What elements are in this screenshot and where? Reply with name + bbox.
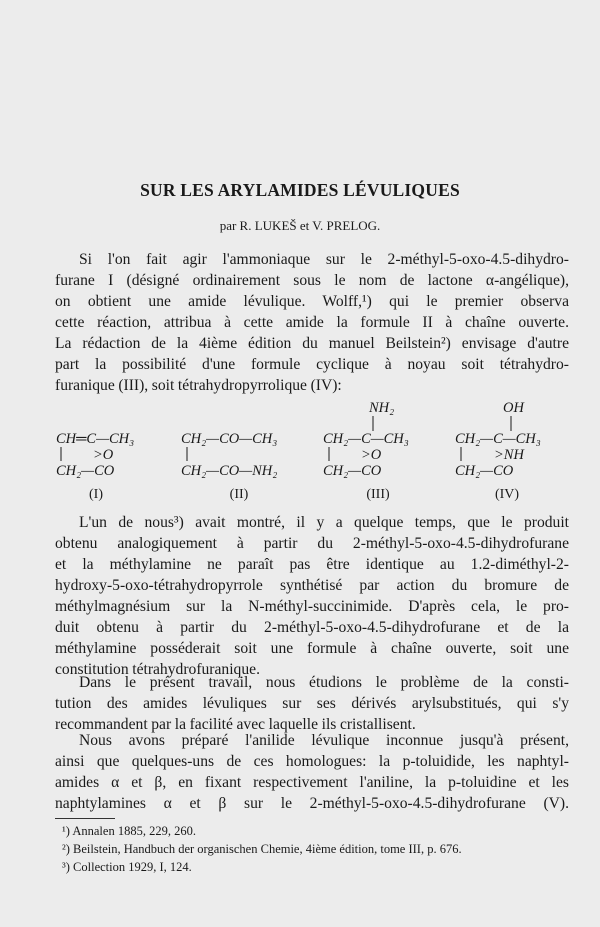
text-line: méthylmagnésium sur la N-méthyl-succinimide. D'après cela, le pro- — [55, 598, 569, 615]
text-line: Dans le présent travail, nous étudions le problème de la consti- — [79, 674, 569, 691]
text-line: amides α et β, en fixant respectivement l'aniline, la p-toluidine et les — [55, 774, 569, 791]
structural-formulas — [0, 400, 600, 510]
formula-text: CH₂—CO — [56, 463, 115, 479]
paragraph-preparation — [55, 730, 569, 814]
formula-text: CH₂—CO—NH₂ — [181, 463, 278, 479]
text-line: La rédaction de la 4ième édition du manuel Beilstein²) envisage d'autre — [55, 335, 569, 352]
formula-text: >O — [93, 447, 114, 463]
formula-IV — [455, 400, 541, 502]
text-line: furane I (désigné ordinairement sous le nom de lactone α-angélique), — [55, 272, 569, 289]
formula-III — [323, 400, 409, 502]
text-line: hydroxy-5-oxo-tétrahydropyrrole synthétisé par action du bromure de — [55, 577, 569, 594]
formula-text: OH — [503, 400, 524, 416]
formula-text: CH═C—CH₃ — [56, 431, 135, 447]
footnote-divider — [55, 818, 115, 819]
text-line: obtenu analogiquement à partir du 2-méthyl-5-oxo-4.5-dihydrofurane — [55, 535, 569, 552]
formula-text: >O — [361, 447, 382, 463]
formula-text: CH₂—CO — [323, 463, 382, 479]
paragraph-previous-work — [55, 512, 569, 680]
formula-label: (III) — [366, 487, 390, 502]
paragraph-intro — [55, 249, 569, 396]
text-line: naphtylamines α et β sur le 2-méthyl-5-oxo-4.5-dihydrofurane (V). — [55, 795, 569, 812]
paper-title: SUR LES ARYLAMIDES LÉVULIQUES — [140, 180, 460, 200]
formula-label: (I) — [89, 487, 103, 502]
text-line: Si l'on fait agir l'ammoniaque sur le 2-méthyl-5-oxo-4.5-dihydro- — [79, 251, 569, 268]
formula-text: >NH — [494, 447, 524, 463]
text-line: duit obtenu à partir du 2-méthyl-5-oxo-4.5-dihydrofurane et de la — [55, 619, 569, 636]
text-line: on obtient une amide lévulique. Wolff,¹) qui le premier observa — [55, 293, 569, 310]
text-line: ainsi que quelques-uns de ces homologues: la p-toluidide, les naphtyl- — [55, 753, 569, 770]
text-line: part la possibilité d'une formule cyclique à noyau soit tétrahydro- — [55, 356, 569, 373]
formula-text: CH₂—C—CH₃ — [323, 431, 409, 447]
text-line: et la méthylamine ne paraît pas être identique au 1.2-diméthyl-2- — [55, 556, 569, 573]
text-line: tution des amides lévuliques sur ses dérivés arylsubstitués, qui s'y — [55, 695, 569, 712]
text-line: constitution tétrahydrofuranique. — [55, 661, 260, 678]
formula-I — [56, 431, 134, 502]
text-line: furanique (III), soit tétrahydropyrrolique (IV): — [55, 377, 342, 394]
formula-label: (II) — [229, 487, 249, 502]
text-line: L'un de nous³) avait montré, il y a quelque temps, que le produit — [79, 514, 569, 531]
formula-text: CH₂—C—CH₃ — [455, 431, 541, 447]
formula-text: CH₂—CO — [455, 463, 514, 479]
paragraph-present-work — [55, 672, 569, 735]
formula-text: CH₂—CO—CH₃ — [181, 431, 278, 447]
footnote-2: ²) Beilstein, Handbuch der organischen Chemie, 4ième édition, tome III, p. 676. — [62, 842, 462, 856]
formula-II — [181, 431, 277, 502]
footnote-1: ¹) Annalen 1885, 229, 260. — [62, 824, 196, 838]
text-line: recommandent par la facilité avec laquelle ils cristallisent. — [55, 716, 416, 733]
author-byline: par R. LUKEŠ et V. PRELOG. — [219, 218, 381, 233]
text-line: méthylamine posséderait soit une formule à chaîne ouverte, soit une — [55, 640, 569, 657]
footnote-3: ³) Collection 1929, I, 124. — [62, 860, 192, 874]
text-line: Nous avons préparé l'anilide lévulique inconnue jusqu'à présent, — [79, 732, 569, 749]
text-line: cette réaction, attribua à cette amide la formule II à chaîne ouverte. — [55, 314, 569, 331]
formula-label: (IV) — [494, 487, 520, 502]
formula-text: NH₂ — [369, 400, 395, 416]
